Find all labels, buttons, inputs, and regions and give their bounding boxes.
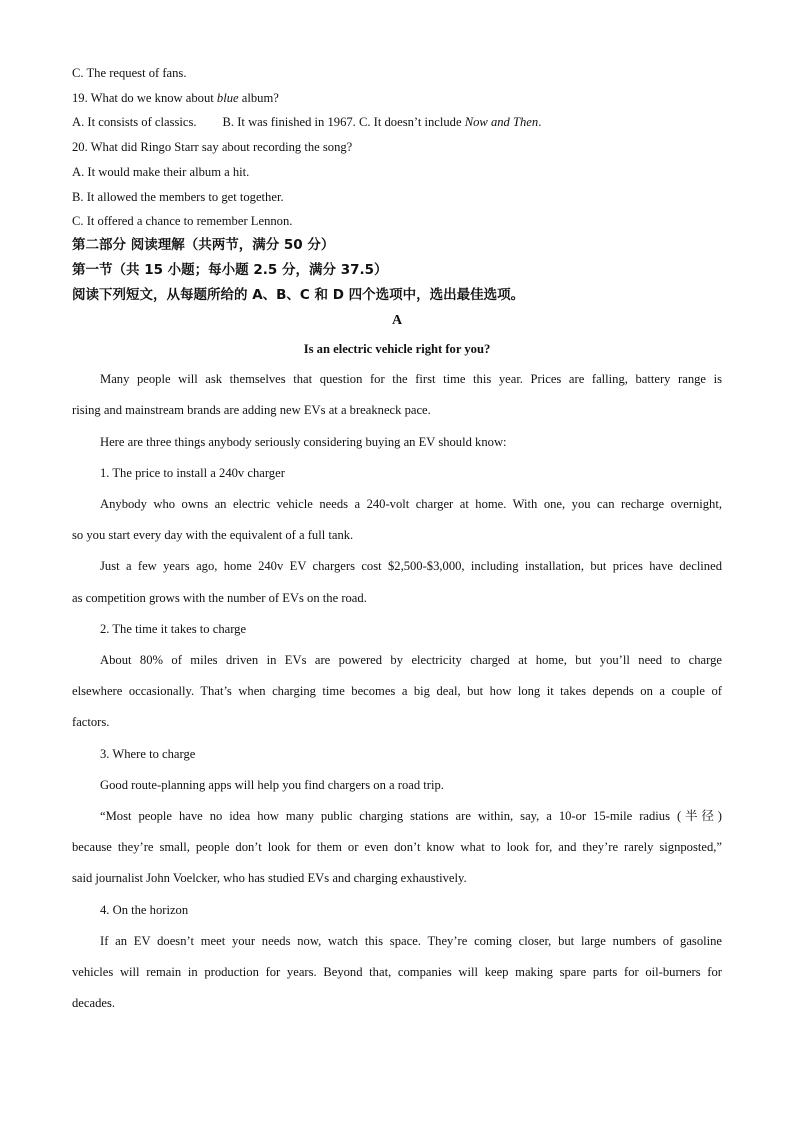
q20-option-a: A. It would make their album a hit. (72, 165, 250, 179)
q20-question: 20. What did Ringo Starr say about recording the song? (72, 140, 353, 154)
passage-line: factors. (72, 715, 110, 729)
q19-question-prefix: 19. What do we know about (72, 91, 217, 105)
q19-option-b: B. It was finished in 1967. (222, 115, 356, 129)
passage-line: so you start every day with the equivalent of a full tank. (72, 528, 354, 542)
passage-line: About 80% of miles driven in EVs are powered by electricity charged at home, but you’ll need to charge (100, 653, 722, 667)
passage-line: said journalist John Voelcker, who has studied EVs and charging exhaustively. (72, 871, 467, 885)
passage-line: Good route-planning apps will help you find chargers on a road trip. (100, 778, 444, 792)
q19-question (72, 90, 279, 106)
q19-option-a: A. It consists of classics. (72, 115, 197, 129)
passage-heading-3: 3. Where to charge (100, 747, 196, 761)
reading-instruction: 阅读下列短文，从每题所给的 A、B、C 和 D 四个选项中，选出最佳选项。 (72, 287, 525, 303)
passage-heading-2: 2. The time it takes to charge (100, 622, 247, 636)
passage-line: rising and mainstream brands are adding new EVs at a breakneck pace. (72, 403, 431, 417)
passage-line: If an EV doesn’t meet your needs now, watch this space. They’re coming closer, but large numbers of gasoline (100, 934, 722, 948)
q19-option-c: C. It doesn’t include Now and Then. (358, 115, 542, 129)
passage-line: elsewhere occasionally. That’s when charging time becomes a big deal, but how long it takes depends on a couple of (72, 684, 722, 698)
section1-header: 第一节（共 15 小题；每小题 2.5 分，满分 37.5） (72, 262, 388, 278)
passage-line: Just a few years ago, home 240v EV chargers cost $2,500-$3,000, including installation, but prices have declined (100, 559, 722, 573)
passage-line: Anybody who owns an electric vehicle needs a 240-volt charger at home. With one, you can recharge overnight, (100, 497, 722, 511)
passage-line: because they’re small, people don’t look for them or even don’t know what to look for, and they’re rarely signposted,” (72, 840, 722, 854)
passage-heading-1: 1. The price to install a 240v charger (100, 466, 285, 480)
q19-question-italic: blue (216, 91, 239, 105)
passage-heading-4: 4. On the horizon (100, 903, 189, 917)
passage-title: Is an electric vehicle right for you? (303, 342, 491, 356)
q19-options (72, 114, 541, 130)
q20-option-c: C. It offered a chance to remember Lennon. (72, 214, 293, 228)
passage-line: Here are three things anybody seriously considering buying an EV should know: (100, 435, 507, 449)
passage-line: Many people will ask themselves that question for the first time this year. Prices are falling, battery range is (100, 372, 722, 386)
part2-header: 第二部分 阅读理解（共两节，满分 50 分） (72, 237, 335, 253)
passage-line: decades. (72, 996, 116, 1010)
passage-letter: A (391, 313, 403, 328)
passage-line: as competition grows with the number of EVs on the road. (72, 591, 367, 605)
passage-line: vehicles will remain in production for years. Beyond that, companies will keep making spare parts for oil-burners for (72, 965, 722, 979)
q18-option-c: C. The request of fans. (72, 66, 187, 80)
q19-question-suffix: album? (238, 91, 279, 105)
passage-line: “Most people have no idea how many public charging stations are within, say, a 10-or 15-mile radius (半径) (100, 809, 722, 823)
q20-option-b: B. It allowed the members to get together. (72, 190, 284, 204)
